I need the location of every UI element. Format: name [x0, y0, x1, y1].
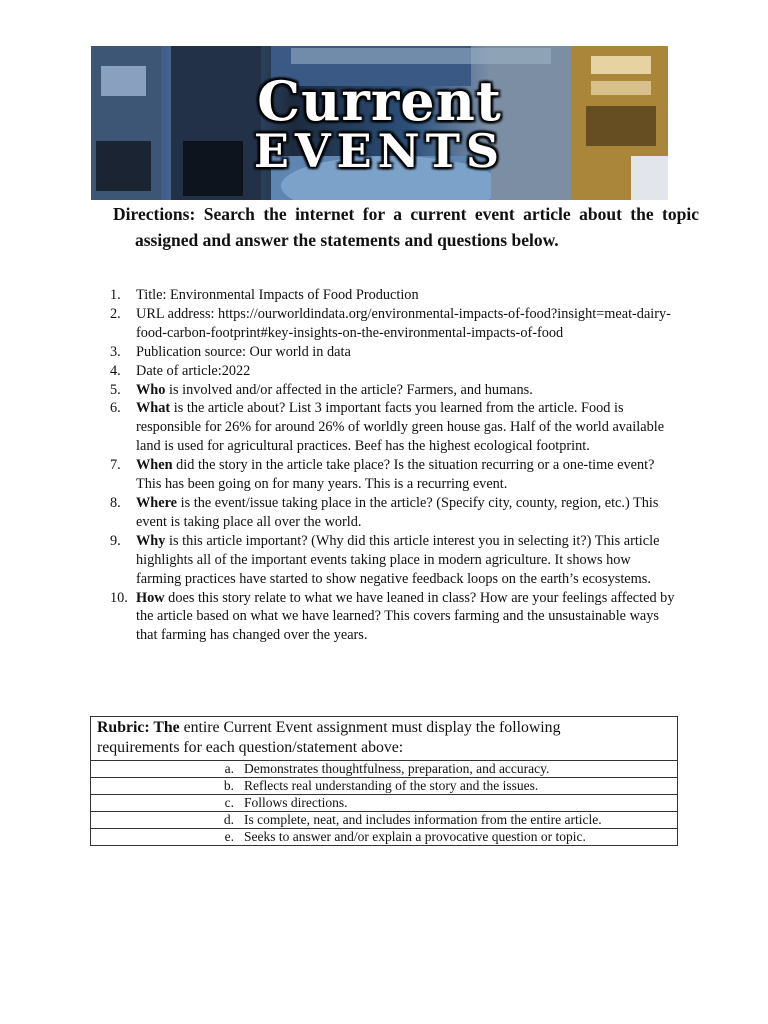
current-events-banner: [91, 46, 668, 200]
banner-title-events: EVENTS: [253, 124, 506, 178]
rubric-item-text: Follows directions.: [244, 795, 348, 810]
rubric-heading-cell: [91, 717, 678, 761]
item-keyword: What: [136, 400, 171, 417]
rubric-label: Rubric: The: [97, 719, 180, 736]
item-keyword: Where: [136, 494, 178, 511]
question-list: [104, 286, 678, 645]
list-item: [104, 362, 678, 381]
list-item: [104, 305, 678, 343]
table-row: [91, 761, 678, 778]
banner-title-current: Current: [257, 69, 502, 133]
item-keyword: How: [136, 589, 165, 606]
list-item: [104, 286, 678, 305]
rubric-heading-text: entire Current Event assignment must display the following: [179, 719, 561, 736]
directions-text: Directions: Search the internet for a current event article about the topic assigned and answer the statements and questions below.: [113, 204, 699, 250]
item-text: is this article important? (Why did this article interest you in selecting it?) This article highlights all of the important events taking place in modern agriculture. It shows how farming practices have started to show negative feedback loops on the earth’s ecosystems.: [136, 532, 660, 587]
list-item: [104, 399, 678, 456]
item-number: 1.: [110, 287, 121, 303]
item-keyword: Who: [136, 381, 166, 398]
list-item: [104, 456, 678, 494]
item-number: 4.: [110, 362, 121, 379]
item-number: 7.: [110, 457, 121, 474]
item-number: 2.: [110, 305, 121, 322]
item-text: Date of article:2022: [136, 362, 251, 379]
item-text: is the article about? List 3 important facts you learned from the article. Food is responsible for 26% for around 26% of worldly green house gas. Half of the world available land is used for agricultural practices. Beef has the highest ecological footprint.: [136, 400, 665, 455]
rubric-item-text: Seeks to answer and/or explain a provocative question or topic.: [244, 829, 586, 844]
list-item: [104, 589, 678, 646]
item-number: 5.: [110, 381, 121, 398]
item-text: is involved and/or affected in the article? Farmers, and humans.: [165, 381, 533, 398]
table-row: [91, 778, 678, 795]
rubric-item-letter: b.: [223, 778, 234, 793]
item-keyword: When: [136, 457, 173, 474]
rubric-table: [90, 716, 678, 846]
rubric-item-letter: e.: [224, 829, 234, 844]
item-number: 8.: [110, 494, 121, 511]
rubric-heading-colon: :: [398, 739, 404, 756]
list-item: [104, 343, 678, 362]
rubric-heading-row: [91, 717, 678, 761]
item-number: 10.: [110, 589, 128, 606]
rubric-item-text: Is complete, neat, and includes information from the entire article.: [244, 812, 602, 827]
item-keyword: Why: [136, 532, 166, 549]
rubric-item-letter: c.: [224, 795, 234, 810]
item-number: 9.: [110, 532, 121, 549]
rubric-heading-text-2: requirements for each question/statement above: [97, 739, 399, 756]
rubric-item-letter: a.: [224, 761, 234, 776]
rubric-item-text: Demonstrates thoughtfulness, preparation, and accuracy.: [244, 761, 550, 776]
item-text: is the event/issue taking place in the article? (Specify city, county, region, etc.) This event is taking place all over the world.: [136, 494, 659, 530]
table-row: [91, 829, 678, 846]
item-text: URL address: https://ourworldindata.org/environmental-impacts-of-food?insight=meat-dairy-food-carbon-footprint#key-insights-on-the-environmental-impacts-of-food: [136, 305, 671, 341]
table-row: [91, 812, 678, 829]
rubric-item-letter: d.: [223, 812, 234, 827]
list-item: [104, 494, 678, 532]
list-item: [104, 381, 678, 400]
item-text: does this story relate to what we have leaned in class? How are your feelings affected by the article based on what we have learned? This covers farming and the unsustainable ways that farming has changed over the years.: [136, 589, 675, 644]
table-row: [91, 795, 678, 812]
item-number: 3.: [110, 343, 121, 360]
item-number: 6.: [110, 400, 121, 417]
item-text: Publication source: Our world in data: [136, 343, 351, 360]
list-item: [104, 532, 678, 589]
item-text: Title: Environmental Impacts of Food Production: [136, 287, 419, 303]
rubric-item-text: Reflects real understanding of the story and the issues.: [244, 778, 539, 793]
item-text: did the story in the article take place? Is the situation recurring or a one-time event? This has been going on for many years. This is a recurring event.: [136, 457, 655, 493]
